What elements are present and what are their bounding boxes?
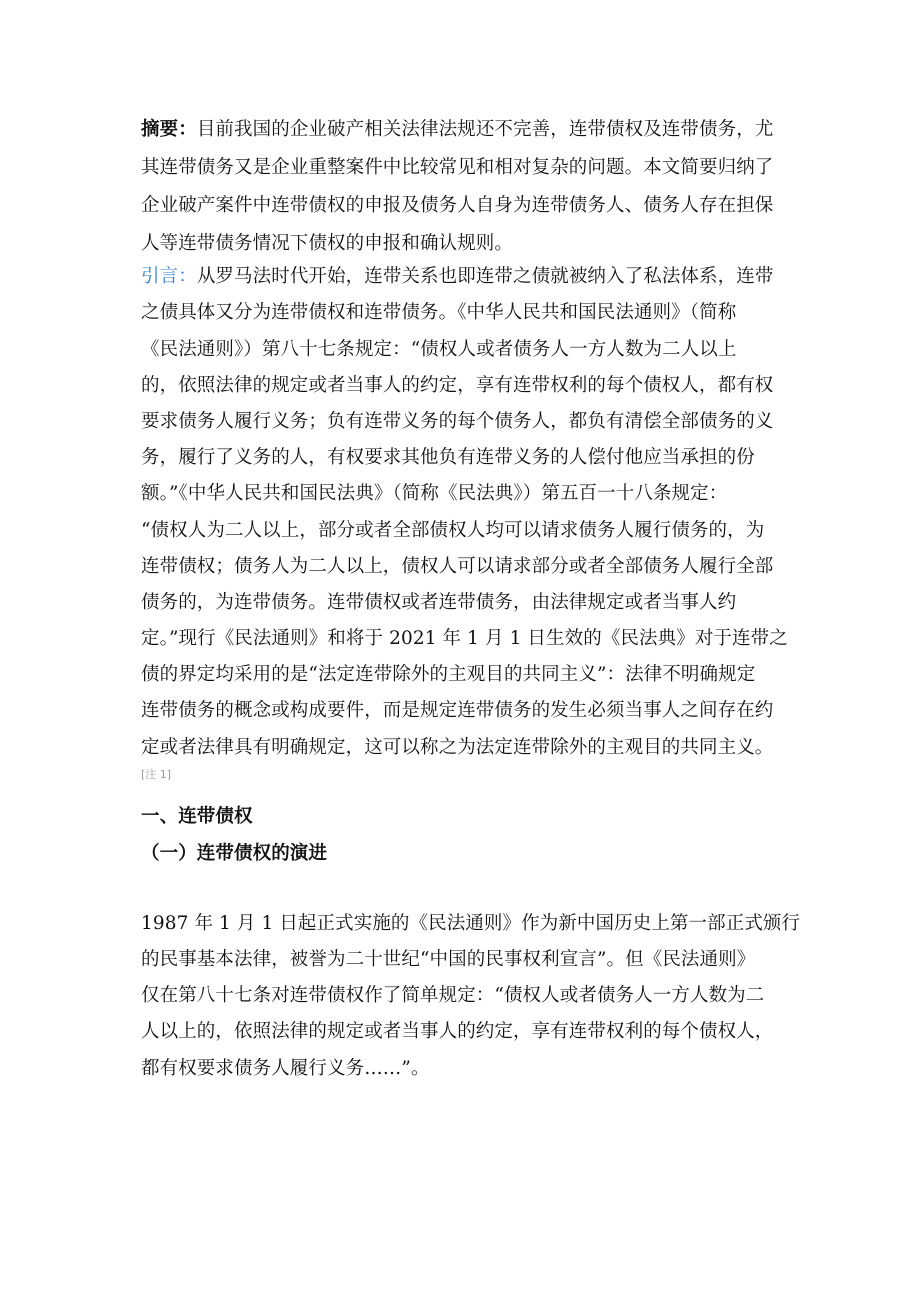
section-line-4: 人以上的，依照法律的规定或者当事人的约定，享有连带权利的每个债权人，	[141, 1021, 774, 1042]
intro-line-3: 《民法通则》）第八十七条规定：“债权人或者债务人一方人数为二人以上	[141, 339, 737, 360]
intro-line-13: 连带债务的概念或构成要件，而是规定连带债务的发生必须当事人之间存在约	[141, 700, 774, 721]
intro-text: 从罗马法时代开始，连带关系也即连带之债就被纳入了私法体系，连带	[196, 266, 774, 287]
abstract-text: 目前我国的企业破产相关法律法规还不完善，连带债权及连带债务，尤	[196, 119, 774, 140]
intro-line-14: 定或者法律具有明确规定，这可以称之为法定连带除外的主观目的共同主义。	[141, 737, 774, 758]
abstract-line-2: 其连带债务又是企业重整案件中比较常见和相对复杂的问题。本文简要归纳了	[141, 157, 774, 178]
abstract-label: 摘要：	[141, 119, 197, 140]
section-line-5: 都有权要求债务人履行义务……”。	[141, 1058, 430, 1079]
intro-line-2: 之债具体又分为连带债权和连带债务。《中华人民共和国民法通则》（简称	[141, 302, 737, 323]
intro-line-4: 的，依照法律的规定或者当事人的约定，享有连带权利的每个债权人，都有权	[141, 375, 774, 396]
section-line-3: 仅在第八十七条对连带债权作了简单规定：“债权人或者债务人一方人数为二	[141, 985, 765, 1006]
section-subheading: （一）连带债权的演进	[141, 843, 328, 864]
intro-label: 引言：	[141, 266, 197, 287]
section-line-1: 1987 年 1 月 1 日起正式实施的《民法通则》作为新中国历史上第一部正式颁行	[141, 913, 801, 934]
intro-line-6: 务，履行了义务的人，有权要求其他负有连带义务的人偿付他应当承担的份	[141, 447, 755, 468]
abstract-line-4: 人等连带债务情况下债权的申报和确认规则。	[141, 233, 514, 254]
intro-line-12: 债的界定均采用的是“法定连带除外的主观目的共同主义”：法律不明确规定	[141, 664, 756, 685]
footnote-marker[interactable]: [注 1]	[141, 768, 172, 781]
intro-line-9: 连带债权；债务人为二人以上，债权人可以请求部分或者全部债务人履行全部	[141, 556, 774, 577]
section-heading: 一、连带债权	[141, 806, 253, 827]
intro-line-8: “债权人为二人以上，部分或者全部债权人均可以请求债务人履行债务的，为	[141, 520, 765, 541]
intro-line-11: 定。”现行《民法通则》和将于 2021 年 1 月 1 日生效的《民法典》对于连带之	[141, 628, 788, 649]
intro-line-5: 要求债务人履行义务；负有连带义务的每个债务人，都负有清偿全部债务的义	[141, 411, 774, 432]
intro-line-1	[141, 264, 773, 290]
intro-line-7: 额。”《中华人民共和国民法典》（简称《民法典》）第五百一十八条规定：	[141, 483, 728, 504]
section-line-2: 的民事基本法律，被誉为二十世纪“中国的民事权利宣言”。但《民法通则》	[141, 949, 756, 970]
abstract-line-3: 企业破产案件中连带债权的申报及债务人自身为连带债务人、债务人存在担保	[141, 195, 774, 216]
abstract-line-1	[141, 117, 773, 143]
intro-line-10: 债务的，为连带债务。连带债权或者连带债务，由法律规定或者当事人约	[141, 592, 737, 613]
